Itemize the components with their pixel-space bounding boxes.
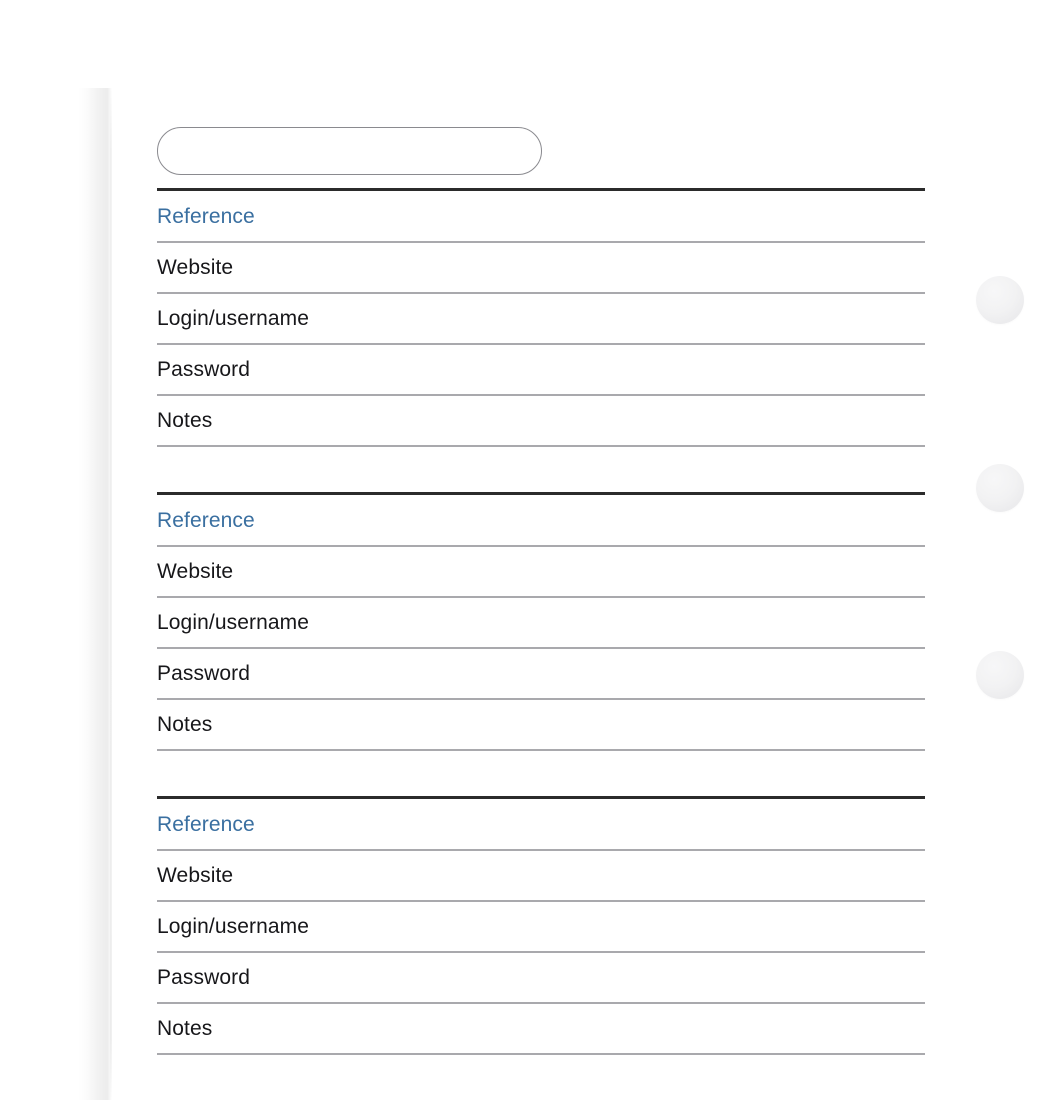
- entry-block: [157, 492, 925, 751]
- entry-bottom-rule: [157, 749, 925, 751]
- binding-shadow: [78, 88, 112, 1100]
- entry-block: [157, 188, 925, 447]
- entry-heading-label: Reference: [157, 204, 255, 228]
- entry-heading-row[interactable]: [157, 495, 925, 545]
- entry-bottom-rule: [157, 1053, 925, 1055]
- field-label-notes: Notes: [157, 713, 213, 736]
- field-row-website[interactable]: [157, 547, 925, 596]
- field-label-password: Password: [157, 358, 251, 381]
- entry-heading-label: Reference: [157, 508, 255, 532]
- field-row-password[interactable]: [157, 345, 925, 394]
- field-row-website[interactable]: [157, 851, 925, 900]
- title-field-wrapper: [157, 127, 542, 175]
- field-row-login[interactable]: [157, 294, 925, 343]
- punch-hole-2-icon: [976, 464, 1024, 512]
- field-label-login: Login/username: [157, 915, 309, 938]
- field-row-password[interactable]: [157, 649, 925, 698]
- field-label-password: Password: [157, 662, 251, 685]
- field-row-notes[interactable]: [157, 1004, 925, 1053]
- binding-edge: [110, 88, 112, 1100]
- punch-hole-3-icon: [976, 651, 1024, 699]
- field-label-notes: Notes: [157, 409, 213, 432]
- entry-heading-row[interactable]: [157, 799, 925, 849]
- field-label-notes: Notes: [157, 1017, 213, 1040]
- punch-hole-1-icon: [976, 276, 1024, 324]
- entry-block: [157, 796, 925, 1055]
- field-label-website: Website: [157, 864, 234, 887]
- entry-bottom-rule: [157, 445, 925, 447]
- field-row-login[interactable]: [157, 902, 925, 951]
- title-input[interactable]: [157, 127, 542, 175]
- field-label-login: Login/username: [157, 611, 309, 634]
- entry-heading-row[interactable]: [157, 191, 925, 241]
- field-label-password: Password: [157, 966, 251, 989]
- entry-heading-label: Reference: [157, 812, 255, 836]
- field-row-website[interactable]: [157, 243, 925, 292]
- field-row-password[interactable]: [157, 953, 925, 1002]
- field-label-website: Website: [157, 256, 234, 279]
- field-row-login[interactable]: [157, 598, 925, 647]
- field-label-website: Website: [157, 560, 234, 583]
- field-row-notes[interactable]: [157, 396, 925, 445]
- field-row-notes[interactable]: [157, 700, 925, 749]
- field-label-login: Login/username: [157, 307, 309, 330]
